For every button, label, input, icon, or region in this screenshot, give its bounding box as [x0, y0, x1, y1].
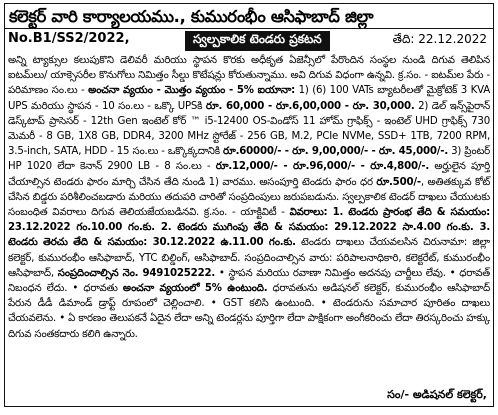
body-emphasis: వివరాలు: 1. టెండరు ప్రారంభ తేది & సమయం: 23.12.2022 గం.10.00 గం.కు. 2. టెండరు ముగింపు తేది & సమయం: 29.12.2022 సా.4.00 గం.కు. 3. టెండరు తెరచు తేది & సమయం: 30.12.2022 ఉ.11.00 గం.కు.	[8, 207, 490, 249]
body-text: టెండరు దాఖలు చేయవలసిన చిరునామా: జిల్లా కలెక్టర్, కుమురంభీం ఆసిఫాబాద్, YTC బిల్డింగ్, ఆసిఫాబాద్. సంప్రదించాల్సిన వారు: పరిపాలనాధికారి, కలెక్టరేట్, కుమురంభీం ఆసిఫాబాద్,	[8, 237, 490, 279]
body-text: అన్ని ట్యాక్సుల కలుపుకొని డెలివరీ మరియు స్థాపన కొరకు అధీకృత ఏజెన్సీలో పేరొందిన సంస్థల నుండి దిగువ తెలిపిన ఐటమ్‌లు/ యాక్సెసరీల కొనుగోలు నిమిత్తం సీల్డు కొటేషన్లు కోరుతున్నాము. అవి దిగువ విధంగా ఉన్నవి. క్ర.సం. - ఐటమ్‌ల పేరు - పరిమాణం సం.లు -	[8, 55, 490, 97]
body-emphasis: అంచనా వ్యయం - మొత్తం వ్యయం - 5% ఐయానా:	[88, 85, 295, 97]
body-text: అర్హులైన పూర్తి చేయాల్సిన టెండరు ఫారం మార్చి చేసిన తేది నుండి 1) వారము. అసంపూర్తి టెండరు ఫారం ధర	[8, 161, 490, 188]
body-emphasis: సంప్రదించాల్సిన నెం. 9491025222.	[57, 267, 216, 279]
notice-date: తేది: 22.12.2022	[392, 32, 487, 46]
notice-body	[5, 53, 493, 342]
body-emphasis: అంచనా వ్యయంలో 5% ఉంటుంది.	[122, 283, 268, 295]
signature-line: సం/- అడిషనల్ కలెక్టర్,	[387, 388, 487, 401]
body-text: 3) ప్రింటర్ HP 1020 లేదా కెనాన్ 2900 LB - 8 సం.లు -	[8, 146, 490, 173]
body-text: 2) డెల్ ఇన్స్‌పైరాన్ డెస్క్‌టాప్ ప్రాసెసర్ - 12th Gen ఇంటెల్ కోర్ ™ i5-12400 OS-విండోస్ 11 హోమ్ గ్రాఫిక్స్ - ఇంటెల్ UHD గ్రాఫిక్స్ 730 మెమరీ - 8 GB, 1X8 GB, DDR4, 3200 MHz స్టోరేజ్ - 256 GB, M.2, PCIe NVMe, SSD+ 1TB, 7200 RPM, 3.5-inch, SATA, HDD - 15 సం.లు - ఒక్కొక్కదానికి	[8, 100, 490, 158]
notice-title: కలెక్టర్ వారి కార్యాలయము., కుమురంభీం ఆసిఫాబాద్ జిల్లా	[8, 7, 374, 26]
body-emphasis: రూ.12,000/- - రూ.96,000/- - రూ.4,800/-.	[215, 161, 430, 173]
body-emphasis: రూ.500/-	[376, 176, 421, 188]
body-text: ధరావతును అడిషనల్ కలెక్టర్, కుమురంభీం ఆసిఫాబాద్ పేరున డీడీ డిమాండ్ డ్రాఫ్ట్ రూపంలో చెల్లించాలి. • GST కలిసి ఉంటుంది. • టెండరును సమాచార పూరితం దాఖలు చేయవలెను. • ఏ కారణం తెలుపకనే ఏదైన లేదా అన్ని టెండర్లను పూర్తిగా లేదా పాక్షికంగా అంగీకరించు లేదా తిరస్కరించు హక్కు దిగువ సంతకదారు కలిగి ఉన్నారు.	[8, 283, 490, 340]
body-text: • స్థాపన మరియు రవాణా నిమిత్తం అదనపు చార్జీలు లేవు. • ధరావత్ నిబంధన లేదు. • ధరావతు	[8, 267, 491, 295]
body-emphasis: రూ. 60,000 - రూ.6,00,000 - రూ. 30,000.	[205, 100, 415, 112]
body-text: , అతితక్కువ కోట్ చేసిన బిడ్డరు పరిశీలించబడారు మరియు తదుపరి చారితో సంప్రదింపులు జరుపబడును. స్వల్పకాలిక టెండర్ దాఖలు చేయుటకు సంబంధిత వివరాలు దిగువ తెలియజేయబడినవి. క్ర.సం. - యాక్టివిటీ -	[8, 176, 490, 219]
body-text: 1) (6) 100 VATs బ్యాటరీలతో మైక్రోటెక్ 3 KVA UPS మరియు స్థాపన - 10 సం.లు - ఒక్కొ UPSకి	[8, 85, 491, 112]
body-emphasis: రూ.60000/- - రూ. 9,00,000/- - రూ. 45,000/-.	[222, 146, 448, 158]
reference-row	[5, 29, 493, 53]
reference-number: No.B1/SS2/2022,	[8, 31, 130, 46]
notice-type-banner: స్వల్పకాలిక టెండరు ప్రకటన	[185, 31, 330, 51]
tender-notice	[4, 3, 494, 407]
